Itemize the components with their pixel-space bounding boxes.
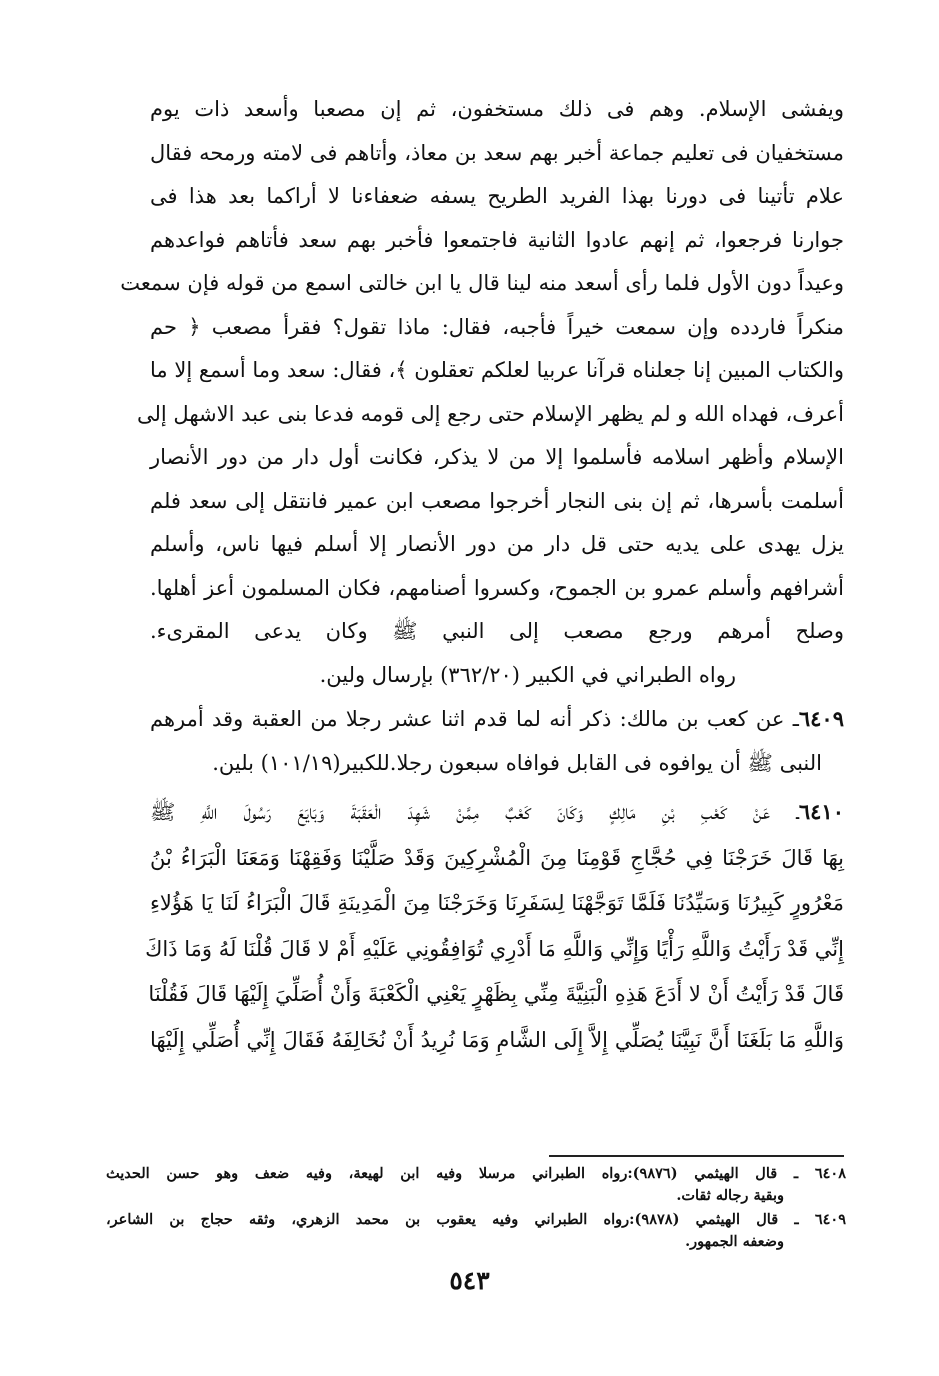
- hadith-6410-line: إِنِّي قَدْ رَأَيْتُ وَاللَّهِ رَأْيًا وَإِنِّي وَاللَّهِ مَا أَدْرِي تُوَافِقُونِي عَلَيْهِ أَمْ لا قَالَ قُلْنَا لَهُ وَمَا ذَاكَ: [145, 936, 844, 961]
- text-line: والكتاب المبين إنا جعلناه قرآنا عربيا لعلكم تعقلون ﴾، فقال: سعد وما أسمع إلا ما: [150, 358, 844, 382]
- hadith-6410-text: ـ عَنْ كَعْبِ بْنِ مَالِكٍ وَكَانَ كَعْبٌ مِمَّنْ شَهِدَ الْعَقَبَةَ وَبَايَعَ رَسُولَ اللَّهِ ﷺ: [150, 800, 799, 824]
- text-line: يزل يهدى على يديه حتى قل دار من دور الأنصار إلا أسلم فيها ناس، وأسلم: [150, 532, 844, 556]
- text-line: ويفشى الإسلام. وهم فى ذلك مستخفون، ثم إن مصعبا وأسعد ذات يوم: [150, 97, 844, 121]
- footnote-6409: [106, 1209, 846, 1252]
- hadith-6410-line: مَعْرُورٍ كَبِيرُنَا وَسَيِّدُنَا فَلَمَّا تَوَجَّهْنَا لِسَفَرِنَا وَخَرَجْنَا مِنَ الْمَدِينَةِ قَالَ الْبَرَاءُ لَنَا يَا هَؤُلاءِ: [150, 891, 844, 915]
- text-line: أشرافهم وأسلم عمرو بن الجموح، وكسروا أصنامهم، فكان المسلمون أعز أهلها.: [150, 575, 844, 600]
- text-line: منكراً فاردده وإن سمعت خيراً فأجبه، فقال: ماذا تقول؟ فقرأ مصعب ﴿ حم: [150, 314, 844, 339]
- text-line: أعرف، فهداه الله و لم يظهر الإسلام حتى رجع إلى قومه فدعا بنى عبد الاشهل إلى: [137, 401, 844, 426]
- hadith-6410: [145, 789, 844, 1063]
- footnote-text: ٦٤٠٨ ـ قال الهيثمي (٩٨٧٦):رواه الطبراني مرسلا وفيه ابن لهيعة، وفيه ضعف وهو حسن الحديث: [106, 1165, 846, 1182]
- hadith-6410-line: قَالَ قَدْ رَأَيْتُ أَنْ لا أَدَعَ هَذِهِ الْبَنِيَّةَ مِنِّي بِظَهْرٍ يَعْنِي الْكَعْبَةَ وَأَنْ أُصَلِّيَ إِلَيْهَا قَالَ فَقُلْنَا: [148, 982, 844, 1006]
- hadith-6410-line: بِهَا قَالَ خَرَجْنَا فِي حُجَّاجِ قَوْمِنَا مِنَ الْمُشْرِكِينَ وَقَدْ صَلَّيْنَا وَفَقِهْنَا وَمَعَنَا الْبَرَاءُ بْنُ: [150, 845, 844, 870]
- hadith-6409: [150, 697, 844, 785]
- footnote-text: ٦٤٠٩ ـ قال الهيثمي (٩٨٧٨):رواه الطبراني وفيه يعقوب بن محمد الزهري، وثقه حجاج بن الشاعر،: [106, 1211, 846, 1228]
- hadith-6410-line: وَاللَّهِ مَا بَلَغَنَا أَنَّ نَبِيَّنَا يُصَلِّي إِلاَّ إِلَى الشَّامِ وَمَا نُرِيدُ أَنْ نُخَالِفَهُ فَقَالَ إِنِّي أُصَلِّي إِلَيْهَا: [150, 1027, 844, 1052]
- page-number: ٥٤٣: [449, 1266, 490, 1295]
- hadith-6409-line: [150, 742, 844, 786]
- hadith-6410-line: [150, 789, 844, 836]
- hadith-6409-source: للكبير(١٠١/١٩) بلين.: [212, 750, 390, 775]
- main-paragraph: [120, 88, 844, 654]
- hadith-6409-line: [150, 697, 844, 742]
- citation-6408: رواه الطبراني في الكبير (٣٦٢/٢٠) بإرسال ولين.: [319, 662, 736, 687]
- text-line: أسلمت بأسرها، ثم إن بنى النجار أخرجوا مصعب ابن عمير فانتقل إلى سعد فلم: [150, 488, 844, 513]
- footnotes: [106, 1163, 846, 1255]
- text-line: جوارنا فرجعوا، ثم إنهم عادوا الثانية فاجتمعوا فأخبر بهم سعد فأتاهم فواعدهم: [150, 227, 844, 252]
- hadith-6409-text-2: النبى ﷺ أن يوافوه فى القابل فوافاه سبعون رجلا.: [389, 750, 822, 775]
- text-line: مستخفيان فى تعليم جماعة أخبر بهم سعد بن معاذ، وأتاهم فى لامته ورمحه فقال: [150, 140, 844, 165]
- text-line: وعيداً دون الأول فلما رأى أسعد منه لينا قال يا ابن خالتى اسمع من قوله فإن سمعت: [120, 271, 844, 295]
- footnote-6408: [106, 1163, 846, 1206]
- text-line: علام تأتينا فى دورنا بهذا الفريد الطريح يسفه ضعفاءنا لا أراكما بعد هذا فى: [150, 184, 844, 208]
- page-body: [120, 88, 844, 1063]
- footnote-divider: [549, 1155, 844, 1157]
- footnote-text: وبقية رجاله ثقات.: [676, 1186, 784, 1204]
- hadith-number: ٦٤٠٩: [798, 706, 844, 731]
- footnote-text: وضعفه الجمهور.: [685, 1232, 784, 1250]
- hadith-number: ٦٤١٠: [798, 799, 844, 824]
- text-line: وصلح أمرهم ورجع مصعب إلى النبي ﷺ وكان يدعى المقرىء.: [150, 619, 844, 643]
- hadith-6409-text: ـ عن كعب بن مالك: ذكر أنه لما قدم اثنا عشر رجلا من العقبة وقد أمرهم: [150, 707, 799, 731]
- text-line: الإسلام وأظهر اسلامه فأسلموا إلا من لا يذكر، فكانت أول دار من دور الأنصار: [150, 445, 844, 469]
